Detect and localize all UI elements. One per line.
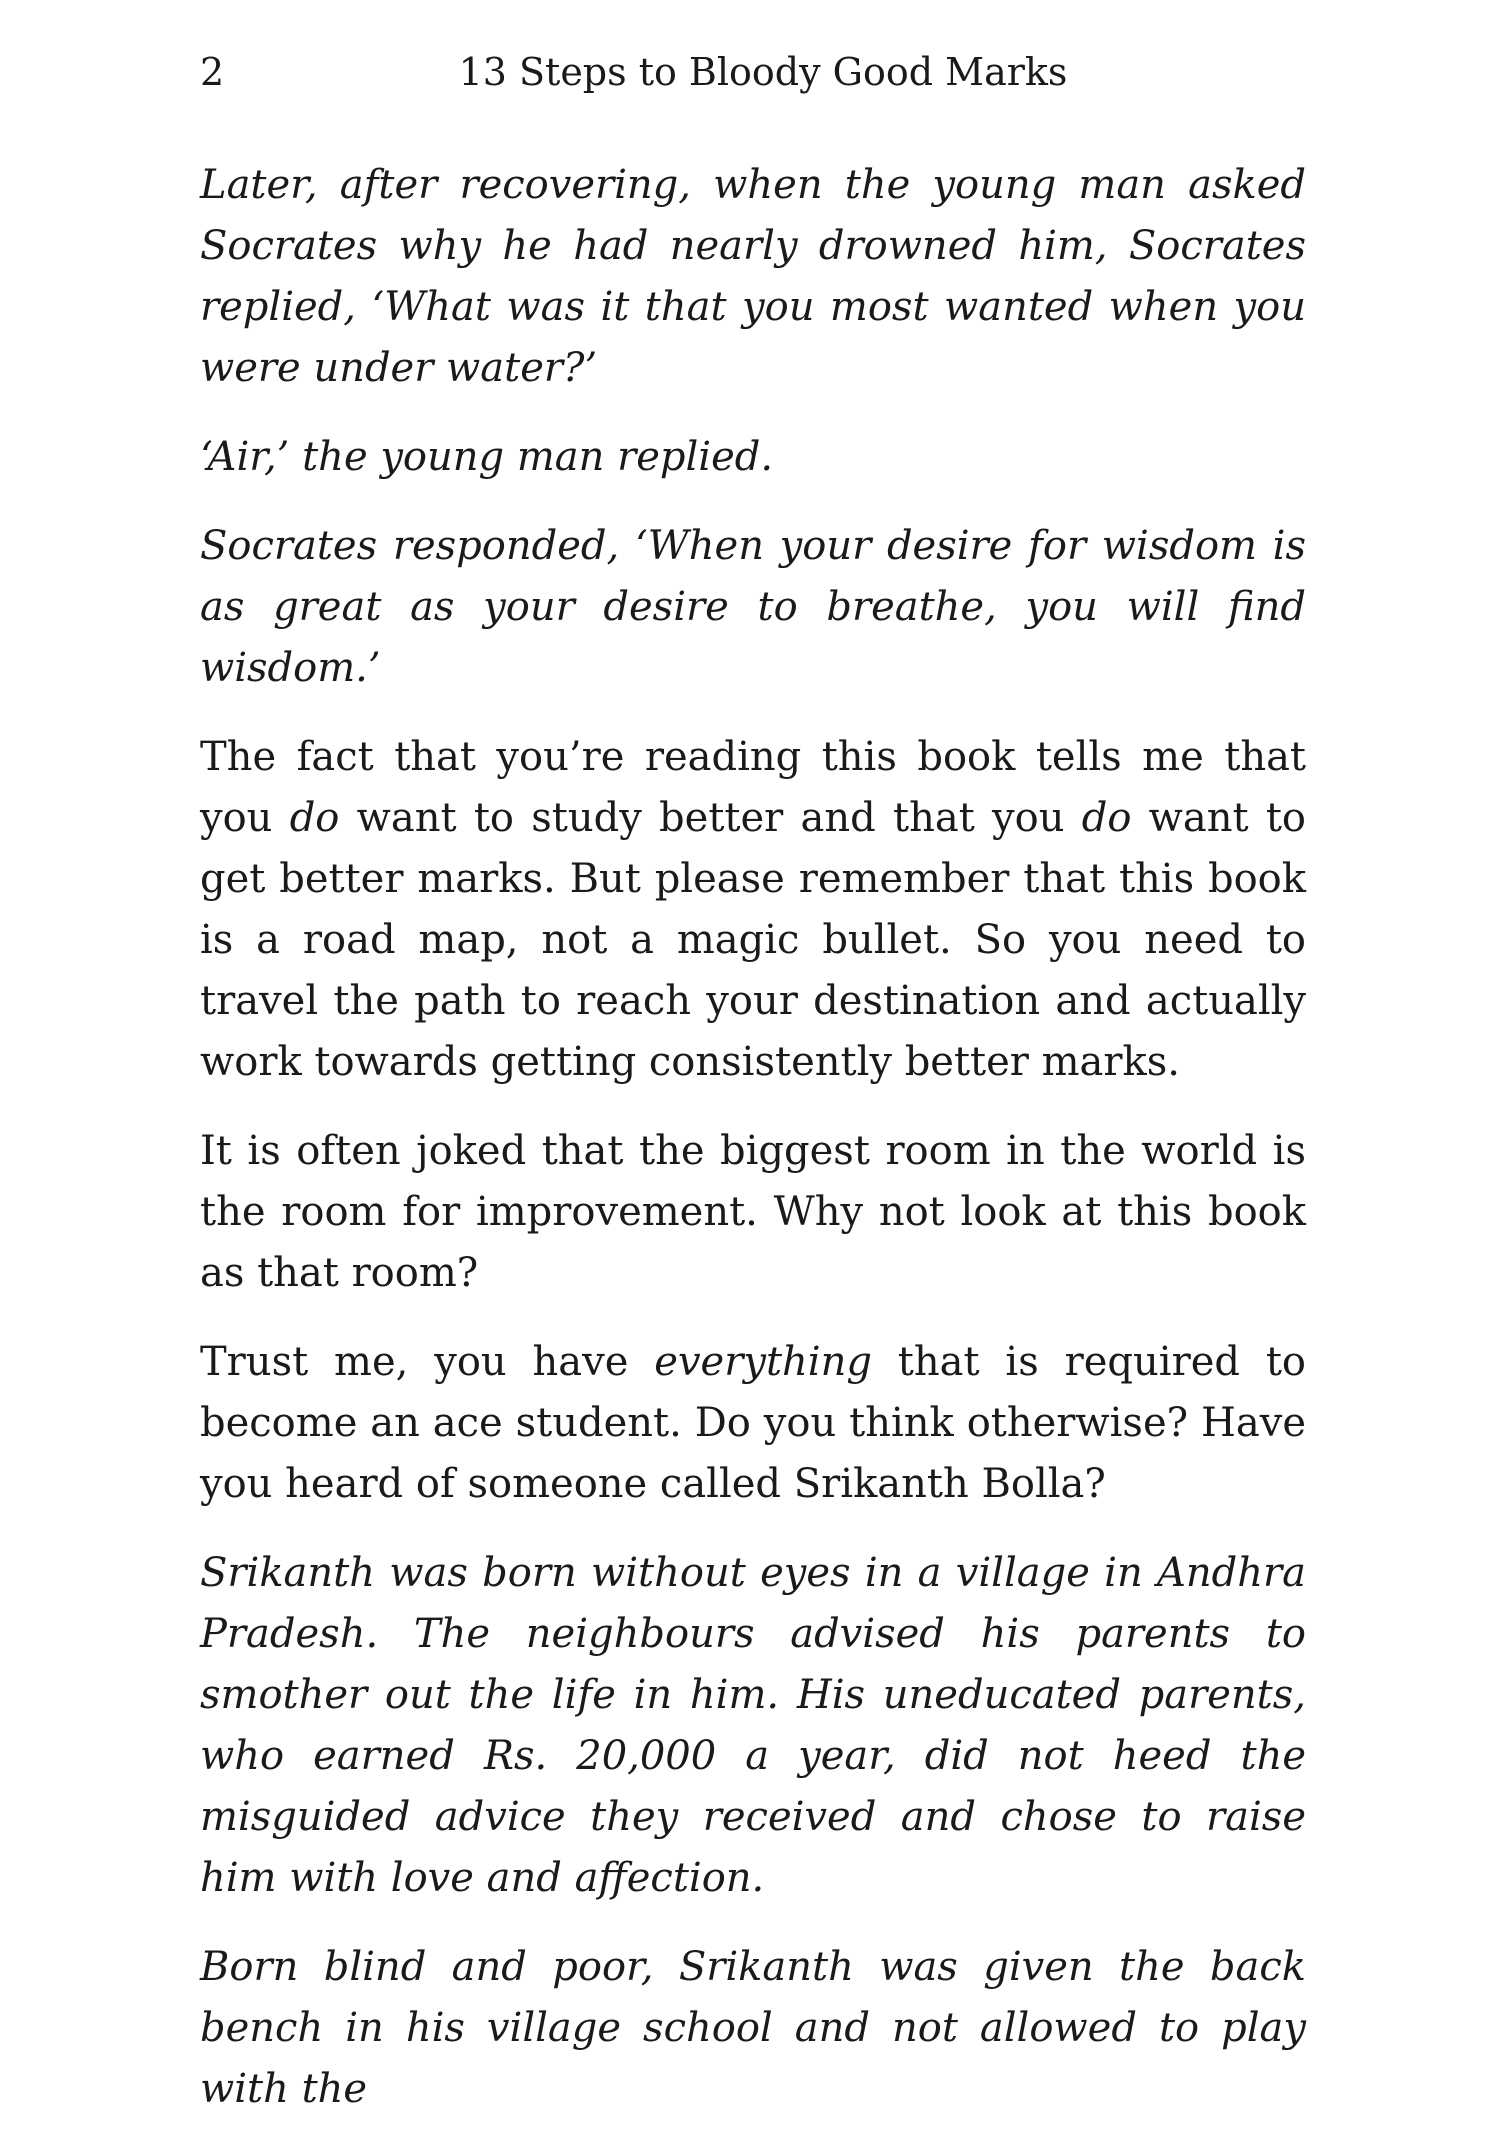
page-body [200, 155, 1306, 2120]
page-header [200, 42, 1306, 102]
paragraph-srikanth-birth: Srikanth was born without eyes in a village in Andhra Pradesh. The neighbours advised his parents to smother out the life in him. His uneducated parents, who earned Rs. 20,000 a year, did not heed the misguided advice they received and chose to raise him with love and affection. [200, 1550, 1306, 1901]
paragraph-socrates-response: Socrates responded, ‘When your desire for wisdom is as great as your desire to breathe, you will find wisdom.’ [200, 523, 1306, 691]
emphasis: everything [654, 1339, 872, 1385]
running-title: 13 Steps to Bloody Good Marks [458, 50, 1068, 94]
paragraph-srikanth-school: Born blind and poor, Srikanth was given the back bench in his village school and not allowed to play with the [200, 1944, 1306, 2112]
emphasis: do [289, 795, 340, 841]
text-run: The fact that you’re reading this book tells me that you [200, 734, 1306, 841]
emphasis: do [1081, 795, 1132, 841]
text-run: that is required to become an ace student. Do you think otherwise? Have you heard of someone called Srikanth Bolla? [200, 1339, 1306, 1507]
paragraph-socrates-question: Later, after recovering, when the young man asked Socrates why he had nearly drowned him, Socrates replied, ‘What was it that you most wanted when you were under water?’ [200, 162, 1306, 391]
paragraph-room-for-improvement: It is often joked that the biggest room in the world is the room for improvement. Why not look at this book as that room? [200, 1128, 1306, 1296]
text-run: want to get better marks. But please remember that this book is a road map, not a magic bullet. So you need to travel the path to reach your destination and actually work towards getting consistently better marks. [200, 795, 1306, 1085]
paragraph-air-reply: ‘Air,’ the young man replied. [200, 434, 774, 480]
text-run: want to study better and that you [339, 795, 1082, 841]
paragraph-trust-me [200, 1332, 1306, 1515]
page-number: 2 [200, 50, 225, 94]
paragraph-road-map [200, 727, 1306, 1093]
book-page [200, 42, 1306, 2148]
text-run: Trust me, you have [200, 1339, 655, 1385]
